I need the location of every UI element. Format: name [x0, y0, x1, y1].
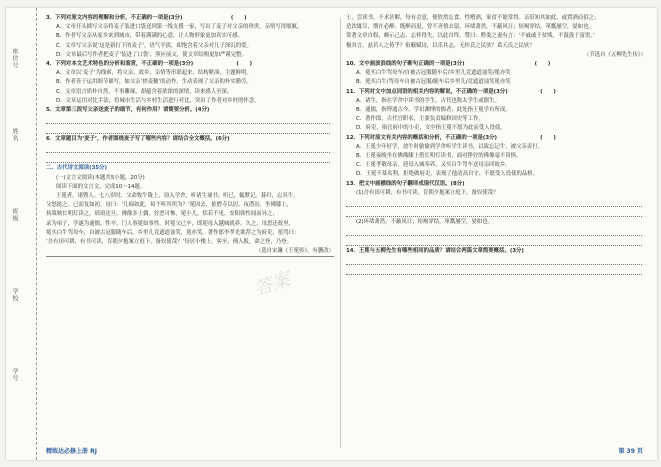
answer-line[interactable] — [346, 227, 642, 236]
question-12: 12．下列对原文有关内容的概括和分析，不正确的一项是(3分) ( ) — [346, 134, 556, 141]
passage-line: 执策映长明灯读之，琅琅达旦。佛像多土偶，狞恶可怖，冕小儿，恬若不见。安阳韩性闻而异之， — [46, 211, 278, 218]
column-divider — [340, 18, 341, 448]
right-column — [346, 14, 646, 276]
option-d: D．府吏，指官府中的小吏，文中指王冕不愿为此而受人役使。 — [356, 125, 506, 132]
question-14: 14．王冕与五柳先生有哪些相同的品质？请结合两篇文章简要概括。(3分) — [346, 248, 524, 255]
answer-line[interactable] — [46, 115, 330, 124]
option-d: D．王冕不慕名利，拒绝做府吏，表现了他清高自守、不愿受人役使的品格。 — [356, 171, 539, 178]
watermark-stamp: 答案 — [252, 268, 293, 300]
question-13: 13．把文中画横线的句子翻译成现代汉语。(8分) — [346, 180, 465, 187]
margin-label: 姓名 — [11, 128, 18, 142]
answer-line[interactable] — [46, 154, 330, 163]
answer-line[interactable] — [46, 144, 330, 153]
answer-line[interactable] — [346, 237, 642, 246]
margin-label: 座位号 — [11, 48, 18, 69]
option-b: B．王冕夜晚坐在佛像膝上借长明灯读书，面对狰狞的佛像毫不畏惧。 — [356, 153, 522, 160]
option-c: C．文章写父亲说‘这是新打下的麦子’，语气平淡，却饱含着父亲对儿子深沉的爱。 — [56, 42, 252, 49]
passage-source: （选自宋濂《王冕传》，有删改） — [255, 248, 334, 255]
passage-intro: 阅读下面的文言文，完成10～14题。 — [56, 183, 146, 190]
option-a: A．文章开头描写父亲将麦子装进口袋送到第一线支援一家，写出了麦子对父亲的珍贵，亲情写得细腻。 — [56, 24, 303, 31]
margin-label: 学校 — [11, 288, 18, 302]
binding-margin — [6, 8, 37, 460]
footer-page-number: 第 39 页 — [618, 448, 643, 455]
option-b: B．冕买白牛/驾母车自被古冠服/随车后乡里儿/竞遮道讪笑冕亦笑 — [356, 79, 511, 86]
option-b: B．作者善于运用细节描写，如父亲‘搓麦穗’的动作，生动表现了父亲的朴实勤劳。 — [56, 79, 252, 86]
option-a: A．文章以‘麦子’为线索，将父亲、故乡、亲情等串联起来，结构紧凑，主题鲜明。 — [56, 70, 252, 77]
option-a: A．王冕少年好学，放牛时偷偷到学舍听学生读书，以致忘记牛，被父亲责打。 — [356, 143, 543, 150]
question-11: 11．下列对文中加点词语的相关内容的解说，不正确的一项是(3分) ( ) — [346, 88, 556, 95]
question-4: 4．下列对本文艺术特色的分析和鉴赏，不正确的一项是(3分) ( ) — [46, 61, 253, 68]
translation-item: (1)吾有田可耕，有书可读，肯朝夕抱案立庭下，备奴使哉？ — [356, 189, 499, 196]
passage-line: 王冕者，诸暨人。七八岁时，父命牧牛陇上，窃入学舍，听诸生诵书；听已，辄默记。暮归，忘其牛。 — [56, 193, 299, 200]
passage-source: （节选自《五柳先生传》） — [584, 51, 646, 58]
section-heading: 二、古代诗文阅读(35分) — [46, 165, 107, 172]
passage-line: 极其言，兹若人之俦乎？衔觞赋诗，以乐其志，无怀氏之民欤？葛天氏之民欤？ — [346, 42, 535, 49]
margin-label: 班级 — [11, 208, 18, 222]
answer-line[interactable] — [46, 125, 330, 134]
passage-line: 士，尝读书，不求甚解，每有会意，便欣然忘食。性嗜酒，家贫不能常得。亲旧知其如此，或置酒而招之； — [346, 15, 600, 21]
answer-line[interactable] — [346, 208, 642, 217]
passage-line: 录为弟子，学遂为通儒。性卒，门人事冕如事性。时冕父已卒，即迎母入越城就养。久之，母思还故里， — [46, 220, 294, 227]
margin-label: 学号 — [11, 368, 18, 382]
option-b: B．通儒，指博通古今、学识渊博的儒者，此处指王冕学有所成。 — [356, 107, 511, 114]
answer-line[interactable] — [346, 198, 642, 207]
question-3: 3．下列对原文内容的理解和分析，不正确的一项是(3分) ( ) — [46, 15, 247, 21]
exam-sheet — [6, 8, 657, 460]
option-a: A．诸生，指在学舍中读书的学生，古代也称太学生或儒生。 — [356, 97, 500, 104]
passage-line: 常著文章自娱，颇示己志。忘怀得失，以此自终。赞曰：黔娄之妻有言：‘不戚戚于贫贱，不汲汲于富贵。’ — [346, 33, 595, 40]
option-b: B．作者写父亲从家乡来到城市，带着满满的心意，让人物形象更加真实可感。 — [56, 33, 243, 40]
passage-line: 冕买白牛驾母车，自被古冠服随车后。乡里儿竞遮道讪笑，冕亦笑。著作郎李孝光欲荐之为府吏，冕骂曰： — [46, 229, 300, 236]
footer-book-title: 精练达必修上册 RJ — [46, 448, 97, 455]
option-c: C．著作郎，古代官职名，主要负责编修国史等工作。 — [356, 116, 484, 123]
question-6: 6．文章题目为‘麦子’，作者围绕麦子写了哪些内容？请结合全文概括。(6分) — [46, 136, 230, 143]
passage-line: 父怒挞之。已而复如初。母曰：‘儿痴如此，曷不听其所为？’冕因去，依僧寺以居。夜潜出，坐佛膝上， — [46, 202, 293, 209]
subsection-heading: (一)文言文阅读(本题共5小题，20分) — [56, 174, 145, 181]
question-5: 5．文章第三段写父亲送麦子的细节，有何作用？请简要分析。(4分) — [46, 107, 210, 114]
left-column — [46, 14, 334, 257]
option-a: A．冕买白牛驾母车/自被古冠服随车后/乡里儿竞遮道讪笑/冕亦笑 — [356, 70, 511, 77]
option-d: D．文章最后写作者把麦子‘装进了口袋’，照应前文，使文章结构更加严谨完整。 — [56, 51, 247, 58]
question-10: 10．文中画波浪线的句子断句正确的一项是(3分) ( ) — [346, 61, 551, 68]
classical-passage — [46, 192, 334, 257]
answer-line[interactable] — [346, 256, 642, 265]
passage-line: ‘吾有田可耕，有书可读，肯朝夕抱案立庭下，备奴使哉？’每居小楼上，客至，僮入报，命之登，乃登。 — [46, 239, 293, 246]
option-d: D．文章运用对比手法，将城市生活与乡村生活进行对比，突出了作者对乡村的怀念。 — [56, 97, 260, 104]
translation-item: (2)环堵萧然，不蔽风日；短褐穿结，箪瓢屡空，晏如也。 — [356, 219, 494, 226]
passage-line: 造饮辄尽，期在必醉。既醉而退，曾不吝情去留。环堵萧然，不蔽风日；短褐穿结，箪瓢屡空，晏如也。 — [346, 24, 594, 31]
option-c: C．王冕孝敬母亲，迎母入城奉养，又买白牛驾车送母亲回故乡。 — [356, 162, 511, 169]
option-c: C．文章语言质朴自然，不事雕琢，却蕴含着浓浓的深情，读来感人至深。 — [56, 88, 233, 95]
answer-line[interactable] — [346, 266, 642, 275]
